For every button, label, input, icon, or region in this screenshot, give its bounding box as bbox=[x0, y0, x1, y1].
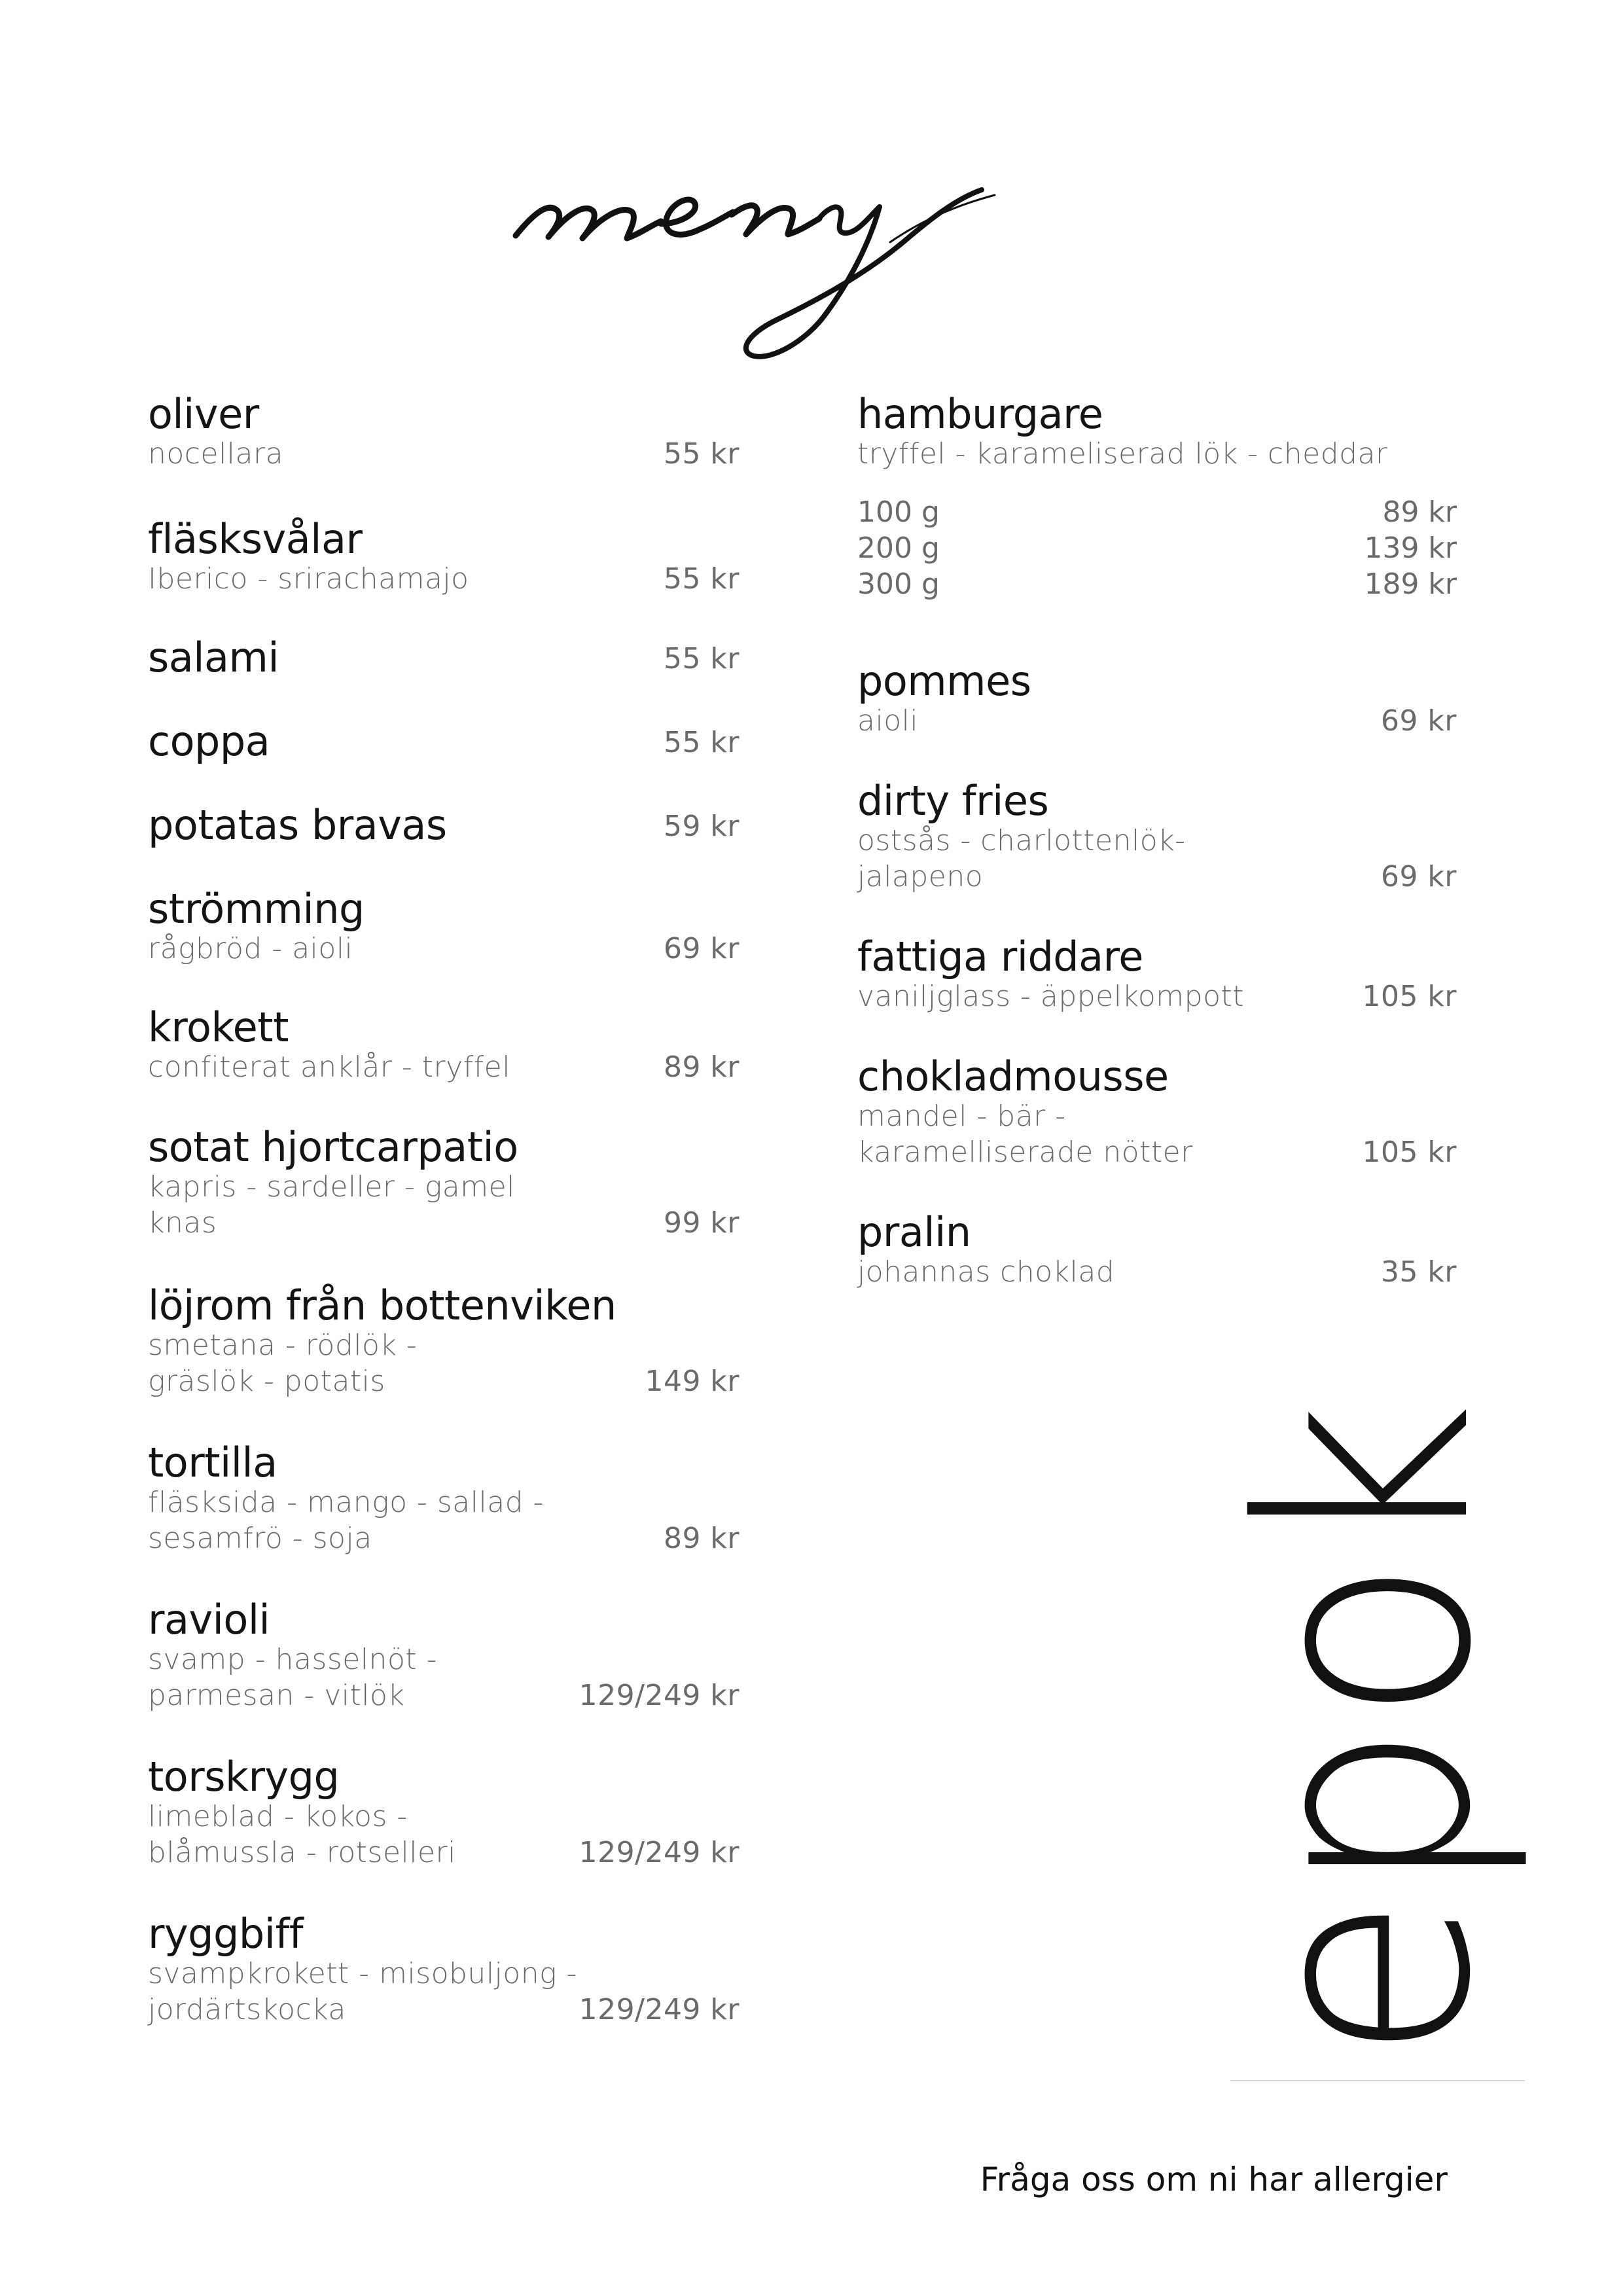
menu-item bbox=[148, 801, 740, 849]
item-name: potatas bravas bbox=[148, 801, 447, 849]
menu-item bbox=[148, 1123, 740, 1241]
item-description: Iberico - srirachamajo bbox=[148, 562, 469, 596]
item-description: aioli bbox=[857, 704, 919, 738]
menu-item bbox=[148, 1912, 740, 2028]
item-name: löjrom från bottenviken bbox=[148, 1282, 616, 1329]
item-name: krokett bbox=[148, 1003, 289, 1051]
menu-column-left bbox=[148, 390, 740, 2028]
item-name: pralin bbox=[857, 1208, 971, 1256]
item-description: rågbröd - aioli bbox=[148, 932, 353, 965]
item-name: strömming bbox=[148, 885, 365, 933]
size-row bbox=[857, 566, 1457, 602]
allergy-note: Fråga oss om ni har allergier bbox=[980, 2161, 1448, 2198]
item-price: 69 kr bbox=[1380, 704, 1457, 738]
menu-item bbox=[148, 1003, 740, 1085]
item-price: 35 kr bbox=[1380, 1255, 1457, 1289]
item-name: sotat hjortcarpatio bbox=[148, 1123, 518, 1171]
item-name: fläsksvålar bbox=[148, 515, 363, 563]
menu-item bbox=[148, 1755, 740, 1871]
menu-item-hamburgare bbox=[857, 390, 1457, 602]
item-description: kapris - sardeller - gamel knas bbox=[148, 1170, 515, 1240]
right-items bbox=[857, 657, 1457, 1290]
menu-item bbox=[857, 1052, 1457, 1170]
item-price: 55 kr bbox=[663, 437, 740, 471]
item-name: hamburgare bbox=[857, 390, 1103, 438]
item-description: limeblad - kokos - blåmussla - rotselleri bbox=[148, 1800, 456, 1869]
menu-item bbox=[857, 777, 1457, 895]
item-name: chokladmousse bbox=[857, 1052, 1169, 1100]
item-price: 129/249 kr bbox=[579, 1836, 740, 1869]
size-row bbox=[857, 530, 1457, 566]
item-name: tortilla bbox=[148, 1439, 277, 1486]
item-price: 149 kr bbox=[645, 1365, 740, 1398]
size-row bbox=[857, 494, 1457, 530]
logo-divider bbox=[1230, 2080, 1525, 2081]
item-name: pommes bbox=[857, 657, 1031, 705]
menu-item bbox=[148, 1598, 740, 1713]
item-description: smetana - rödlök - gräslök - potatis bbox=[148, 1329, 418, 1398]
item-name: ravioli bbox=[148, 1596, 270, 1643]
item-description: svampkrokett - misobuljong - jordärtskocka bbox=[148, 1957, 577, 2026]
item-name: torskrygg bbox=[148, 1753, 340, 1801]
item-name: fattiga riddare bbox=[857, 933, 1143, 980]
item-name: salami bbox=[148, 634, 279, 681]
item-name: oliver bbox=[148, 390, 259, 438]
item-price: 129/249 kr bbox=[579, 1993, 740, 2026]
item-description: tryffel - karameliserad lök - cheddar bbox=[857, 437, 1388, 471]
size-label: 200 g bbox=[857, 531, 940, 565]
item-name: coppa bbox=[148, 717, 270, 765]
item-description: mandel - bär - karamelliserade nötter bbox=[857, 1100, 1193, 1169]
size-price: 89 kr bbox=[1382, 495, 1457, 529]
menu-item bbox=[148, 390, 740, 472]
item-description: fläsksida - mango - sallad - sesamfrö - soja bbox=[148, 1486, 544, 1555]
item-name: ryggbiff bbox=[148, 1910, 304, 1958]
item-price: 55 kr bbox=[663, 726, 740, 759]
item-description: johannas choklad bbox=[857, 1255, 1115, 1289]
size-label: 100 g bbox=[857, 495, 940, 529]
menu-item bbox=[148, 1284, 740, 1399]
size-label: 300 g bbox=[857, 567, 940, 601]
menu-title-script bbox=[497, 164, 1034, 412]
item-price: 69 kr bbox=[663, 932, 740, 965]
size-price: 139 kr bbox=[1364, 531, 1457, 565]
menu-item bbox=[148, 515, 740, 597]
item-description: confiterat anklår - tryffel bbox=[148, 1050, 510, 1084]
item-price: 105 kr bbox=[1362, 1136, 1457, 1169]
menu-item bbox=[148, 717, 740, 765]
item-price: 69 kr bbox=[1380, 860, 1457, 893]
item-price: 89 kr bbox=[663, 1522, 740, 1555]
item-price: 55 kr bbox=[663, 562, 740, 596]
menu-item bbox=[857, 657, 1457, 739]
item-description: svamp - hasselnöt - parmesan - vitlök bbox=[148, 1643, 437, 1712]
menu-item bbox=[148, 885, 740, 967]
item-name: dirty fries bbox=[857, 777, 1049, 825]
item-description: nocellara bbox=[148, 437, 284, 471]
menu-column-right bbox=[857, 390, 1457, 1290]
item-price: 55 kr bbox=[663, 642, 740, 675]
epok-logo bbox=[1199, 1358, 1534, 2068]
item-description: ostsås - charlottenlök- jalapeno bbox=[857, 824, 1186, 893]
size-list bbox=[857, 494, 1457, 602]
item-price: 89 kr bbox=[663, 1050, 740, 1084]
menu-item bbox=[857, 935, 1457, 1014]
size-price: 189 kr bbox=[1364, 567, 1457, 601]
item-price: 129/249 kr bbox=[579, 1679, 740, 1712]
menu-item bbox=[857, 1208, 1457, 1290]
item-price: 99 kr bbox=[663, 1206, 740, 1240]
item-price: 59 kr bbox=[663, 810, 740, 843]
logo-text: epok bbox=[1199, 1358, 1534, 2062]
menu-item bbox=[148, 636, 740, 679]
item-description: vaniljglass - äppelkompott bbox=[857, 980, 1245, 1013]
menu-item bbox=[148, 1441, 740, 1556]
item-price: 105 kr bbox=[1362, 980, 1457, 1013]
